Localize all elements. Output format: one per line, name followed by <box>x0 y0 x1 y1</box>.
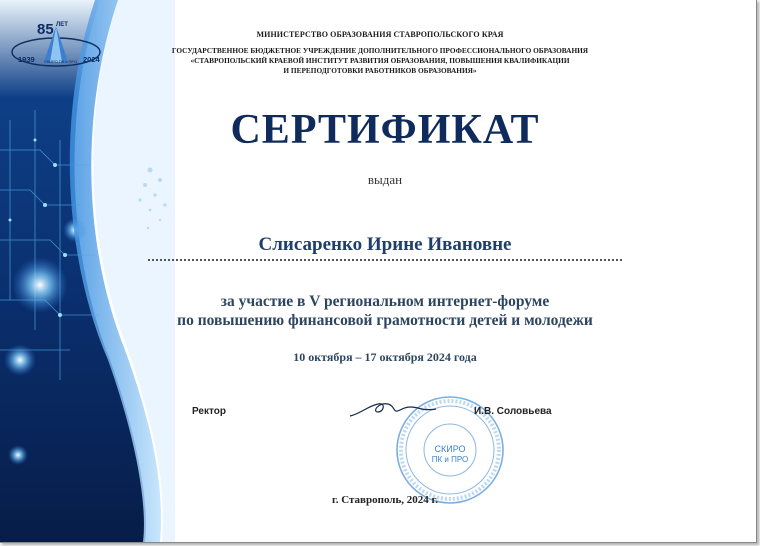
reason-line-1: за участие в V региональном интернет-форуме <box>220 293 550 310</box>
institution-name <box>120 46 640 76</box>
event-dates: 10 октября – 17 октября 2024 года <box>293 350 477 364</box>
logo-year-end: 2024 <box>83 55 100 64</box>
city-and-year: г. Ставрополь, 2024 г. <box>331 494 439 506</box>
rector-label: Ректор <box>192 406 226 417</box>
rector-name: И.В. Соловьева <box>474 406 552 417</box>
decorative-side-panel <box>0 0 175 542</box>
recipient-name: Слисаренко Ирине Ивановне <box>258 234 512 255</box>
certificate-title: СЕРТИФИКАТ <box>230 107 540 153</box>
logo-year-start: 1939 <box>18 55 35 64</box>
logo-years-word: ЛЕТ <box>56 22 68 28</box>
stamp-line-2: ПК и ПРО <box>431 455 469 464</box>
logo-anniversary: 85 <box>37 21 54 38</box>
recipient-underline <box>148 259 622 261</box>
institution-line-2: «СТАВРОПОЛЬСКИЙ КРАЕВОЙ ИНСТИТУТ РАЗВИТИЯ ОБРАЗОВАНИЯ, ПОВЫШЕНИЯ КВАЛИФИКАЦИИ <box>190 56 570 65</box>
rector-signature <box>348 398 438 420</box>
stamp-line-1: СКИРО <box>434 444 466 454</box>
ministry-name: МИНИСТЕРСТВО ОБРАЗОВАНИЯ СТАВРОПОЛЬСКОГО КРАЯ <box>256 30 504 39</box>
logo-org-abbrev: СКИРО ПК и ПРО <box>44 59 78 64</box>
issued-label: выдан <box>367 172 403 187</box>
institution-line-3: И ПЕРЕПОДГОТОВКИ РАБОТНИКОВ ОБРАЗОВАНИЯ» <box>283 66 477 75</box>
institute-logo <box>8 18 104 70</box>
institution-line-1: ГОСУДАРСТВЕННОЕ БЮДЖЕТНОЕ УЧРЕЖДЕНИЕ ДОПОЛНИТЕЛЬНОГО ПРОФЕССИОНАЛЬНОГО ОБРАЗОВАНИЯ <box>171 46 589 55</box>
reason-line-2: по повышению финансовой грамотности детей и молодежи <box>177 312 593 329</box>
award-reason <box>130 292 640 330</box>
